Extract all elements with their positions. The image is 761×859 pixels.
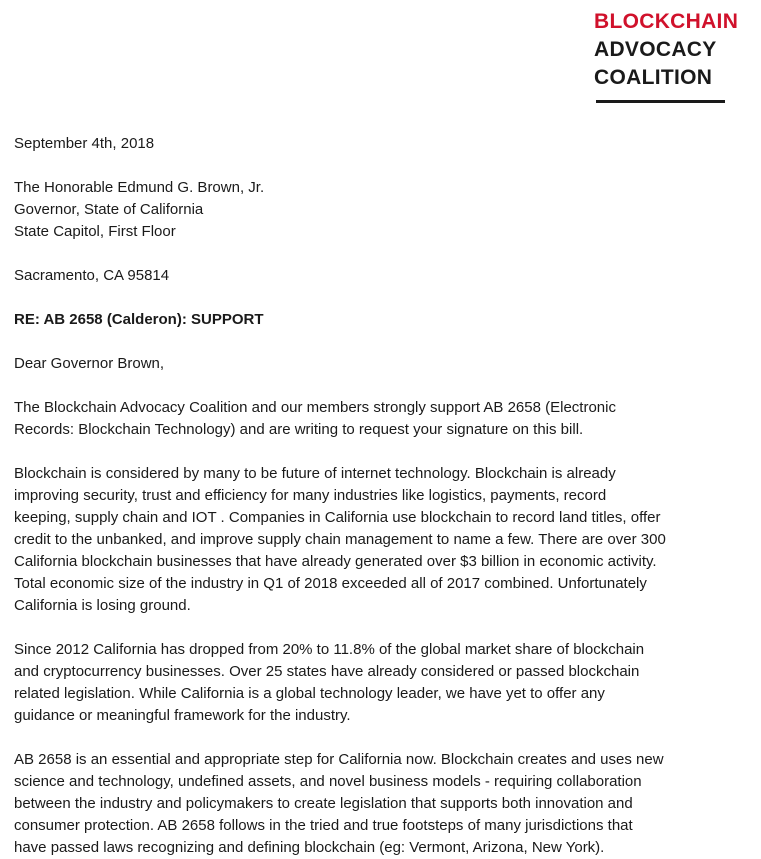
paragraph-line: related legislation. While California is a global technology leader, we have yet to offer any	[14, 685, 605, 702]
paragraph-line: consumer protection. AB 2658 follows in the tried and true footsteps of many jurisdictions that	[14, 817, 633, 834]
paragraph-line: improving security, trust and efficiency for many industries like logistics, payments, record	[14, 487, 607, 504]
salutation: Dear Governor Brown,	[14, 355, 165, 372]
paragraph-line: Blockchain is considered by many to be future of internet technology. Blockchain is already	[14, 465, 616, 482]
logo-line-coalition: COALITION	[594, 66, 713, 89]
paragraph-blockchain-overview	[14, 463, 754, 617]
address-line: Governor, State of California	[14, 201, 204, 218]
paragraph-line: California blockchain businesses that have already generated over $3 billion in economic activity.	[14, 553, 657, 570]
paragraph-line: between the industry and policymakers to create legislation that supports both innovation and	[14, 795, 633, 812]
logo-line-advocacy: ADVOCACY	[594, 38, 717, 61]
paragraph-line: California is losing ground.	[14, 597, 191, 614]
paragraph-line: have passed laws recognizing and defining blockchain (eg: Vermont, Arizona, New York).	[14, 839, 605, 856]
paragraph-line: and cryptocurrency businesses. Over 25 states have already considered or passed blockchain	[14, 663, 640, 680]
paragraph-line: science and technology, undefined assets, and novel business models - requiring collaboration	[14, 773, 642, 790]
paragraph-line: Total economic size of the industry in Q1 of 2018 exceeded all of 2017 combined. Unfortunately	[14, 575, 647, 592]
paragraph-line: The Blockchain Advocacy Coalition and our members strongly support AB 2658 (Electronic	[14, 399, 616, 416]
paragraph-ab2658	[14, 749, 754, 859]
letter-body	[14, 133, 754, 859]
address-line: The Honorable Edmund G. Brown, Jr.	[14, 179, 265, 196]
paragraph-support	[14, 397, 754, 441]
letter-date: September 4th, 2018	[14, 135, 155, 152]
subject-line: RE: AB 2658 (Calderon): SUPPORT	[14, 311, 264, 328]
address-line: State Capitol, First Floor	[14, 223, 176, 240]
recipient-address	[14, 177, 754, 287]
logo-line-blockchain: BLOCKCHAIN	[594, 10, 739, 33]
paragraph-market-share	[14, 639, 754, 727]
paragraph-line: Since 2012 California has dropped from 20% to 11.8% of the global market share of blockchain	[14, 641, 645, 658]
coalition-logo	[594, 8, 758, 103]
paragraph-line: AB 2658 is an essential and appropriate step for California now. Blockchain creates and uses new	[14, 751, 664, 768]
paragraph-line: Records: Blockchain Technology) and are writing to request your signature on this bill.	[14, 421, 584, 438]
paragraph-line: credit to the unbanked, and improve supply chain management to name a few. There are over 300	[14, 531, 666, 548]
address-city: Sacramento, CA 95814	[14, 267, 170, 284]
paragraph-line: keeping, supply chain and IOT . Companies in California use blockchain to record land titles, offer	[14, 509, 661, 526]
logo-underline-rule	[596, 100, 725, 103]
paragraph-line: guidance or meaningful framework for the industry.	[14, 707, 351, 724]
